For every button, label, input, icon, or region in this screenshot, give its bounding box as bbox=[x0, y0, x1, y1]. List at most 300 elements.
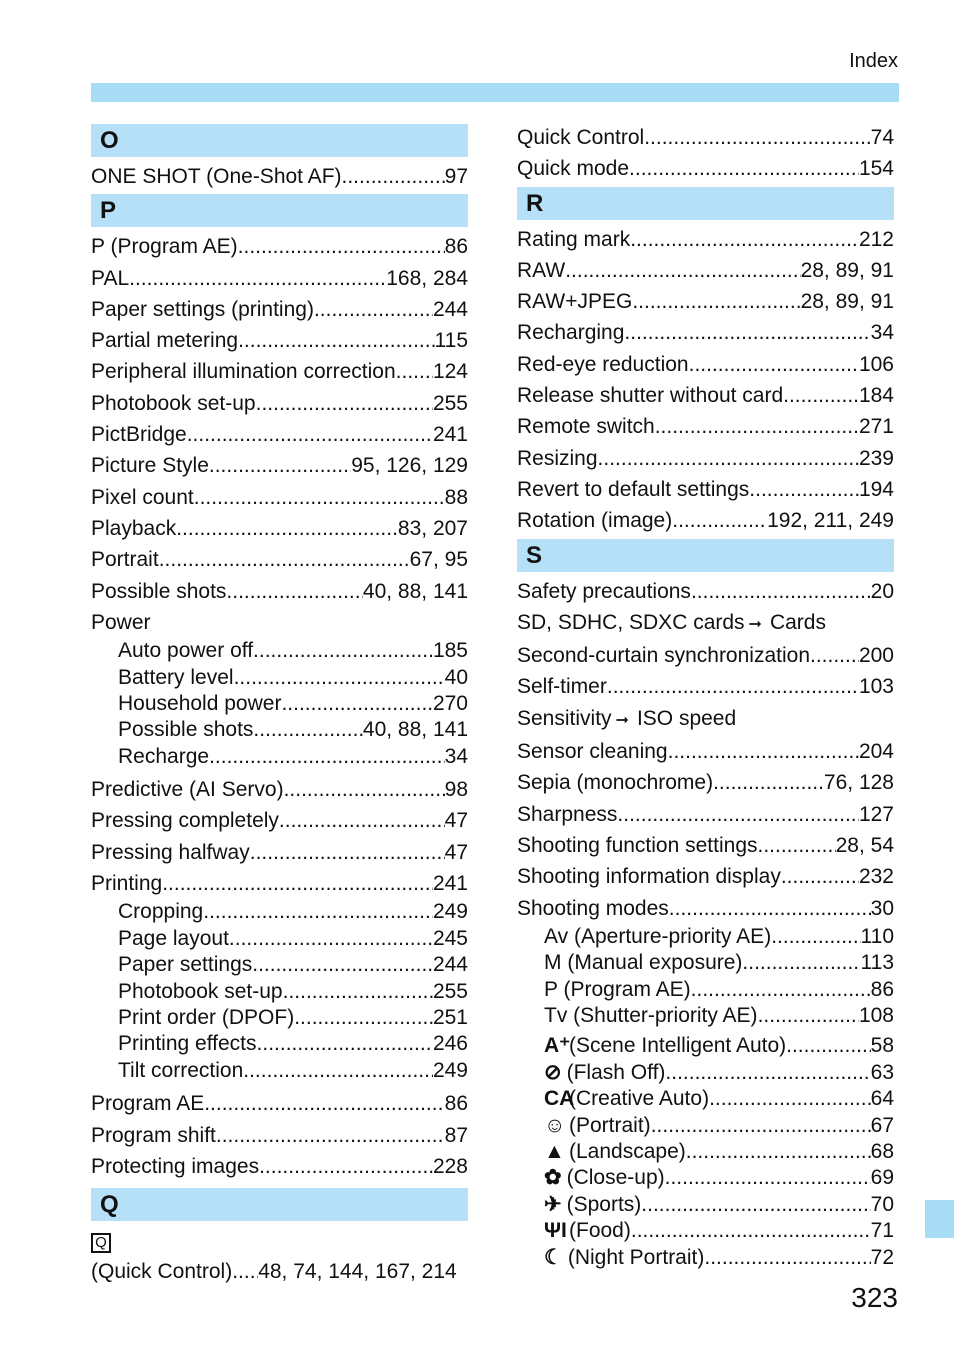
index-entry-quick-control: Q (Quick Control) ..... 48, 74, 144, 167, 214 bbox=[91, 1225, 468, 1287]
dot-leader bbox=[159, 544, 410, 575]
power-sub-entries bbox=[91, 638, 468, 770]
dot-leader bbox=[624, 317, 870, 348]
index-entry-protecting-images bbox=[91, 1151, 468, 1182]
dot-leader bbox=[342, 161, 445, 192]
entry-pages: 86 bbox=[870, 977, 894, 1001]
dot-leader bbox=[704, 1245, 870, 1271]
entry-pages: 168, 284 bbox=[386, 266, 468, 290]
dot-leader bbox=[672, 505, 767, 536]
dot-leader bbox=[234, 665, 445, 691]
entry-pages: 249 bbox=[432, 1058, 468, 1082]
entry-label: Sensor cleaning bbox=[517, 740, 668, 764]
index-entry-peripheral-illumination-correction bbox=[91, 356, 468, 387]
entry-pages: 184 bbox=[858, 384, 894, 408]
entry-label: ONE SHOT (One-Shot AF) bbox=[91, 165, 342, 188]
entry-pages: 67 bbox=[870, 1113, 894, 1137]
dot-leader bbox=[669, 893, 871, 924]
entry-label: Possible shots bbox=[91, 579, 227, 603]
entry-pages: 74 bbox=[870, 126, 894, 149]
section-q-continued-entries bbox=[517, 122, 894, 185]
dot-leader bbox=[713, 767, 824, 798]
index-entry-shooting-modes bbox=[517, 893, 894, 924]
section-heading-o: O bbox=[91, 124, 468, 157]
flash-off-icon: ⊘ bbox=[544, 1060, 562, 1084]
index-entry-resizing bbox=[517, 443, 894, 474]
dot-leader bbox=[781, 861, 859, 892]
entry-label: (Food) bbox=[569, 1219, 631, 1243]
entry-pages: 270 bbox=[432, 691, 468, 715]
index-entry-battery-level bbox=[91, 665, 468, 691]
index-entry-sports bbox=[517, 1192, 894, 1218]
index-entry-auto-power-off bbox=[91, 638, 468, 664]
index-entry-p-program-ae bbox=[517, 977, 894, 1003]
dot-leader bbox=[256, 388, 433, 419]
index-entry-recharge bbox=[91, 744, 468, 770]
quick-control-icon: Q bbox=[91, 1233, 111, 1253]
index-entry-playback bbox=[91, 513, 468, 544]
entry-pages: 204 bbox=[858, 740, 894, 764]
entry-pages: 98 bbox=[444, 778, 468, 802]
dot-leader bbox=[641, 1192, 870, 1218]
dot-leader bbox=[229, 926, 433, 952]
dot-leader bbox=[632, 286, 800, 317]
index-entry-portrait bbox=[91, 544, 468, 575]
index-entry-cropping bbox=[91, 899, 468, 925]
entry-pages: 246 bbox=[432, 1032, 468, 1056]
index-entry-portrait bbox=[517, 1113, 894, 1139]
entry-label: (Close-up) bbox=[566, 1166, 665, 1190]
dot-leader bbox=[758, 830, 836, 861]
section-heading-q: Q bbox=[91, 1188, 468, 1221]
index-entry-close-up bbox=[517, 1165, 894, 1191]
dot-leader bbox=[691, 576, 871, 607]
entry-pages: 127 bbox=[858, 802, 894, 826]
index-entry-pictbridge bbox=[91, 419, 468, 450]
entry-label: Portrait bbox=[91, 548, 159, 572]
index-entry-pressing-completely bbox=[91, 805, 468, 836]
index-entry-photobook-set-up bbox=[91, 388, 468, 419]
index-entry-self-timer bbox=[517, 671, 894, 702]
dot-leader bbox=[259, 1151, 433, 1182]
index-entry-shooting-information-display bbox=[517, 861, 894, 892]
index-entry-rating-mark bbox=[517, 224, 894, 255]
index-entry-predictive-ai-servo bbox=[91, 774, 468, 805]
entry-label: Rotation (image) bbox=[517, 509, 673, 533]
dot-leader bbox=[252, 952, 433, 978]
entry-pages: 232 bbox=[858, 865, 894, 889]
entry-label: Shooting function settings bbox=[517, 833, 758, 857]
index-entry-program-shift bbox=[91, 1120, 468, 1151]
entry-label: Predictive (AI Servo) bbox=[91, 778, 284, 802]
entry-label: (Creative Auto) bbox=[569, 1087, 710, 1111]
entry-label: Red-eye reduction bbox=[517, 352, 689, 376]
entry-pages: 185 bbox=[432, 639, 468, 663]
shooting-modes-icon-entries bbox=[517, 1033, 894, 1271]
section-heading-s: S bbox=[517, 539, 894, 572]
entry-label: Recharge bbox=[118, 744, 210, 768]
dot-leader bbox=[204, 1088, 444, 1119]
dot-leader bbox=[257, 1031, 433, 1057]
entry-pages: 20 bbox=[870, 579, 894, 603]
index-column-left bbox=[91, 122, 468, 1287]
entry-pages: 69 bbox=[870, 1166, 894, 1190]
index-entry-one-shot-one-shot-af bbox=[91, 161, 468, 192]
page-number: 323 bbox=[851, 1282, 898, 1313]
section-o-entries bbox=[91, 161, 468, 192]
index-entry-partial-metering bbox=[91, 325, 468, 356]
entry-label: PictBridge bbox=[91, 423, 187, 447]
entry-pages: 113 bbox=[860, 951, 894, 975]
index-entry-program-ae bbox=[91, 1088, 468, 1119]
entry-pages: 70 bbox=[870, 1192, 894, 1216]
entry-label: Sensitivity bbox=[517, 706, 612, 730]
entry-label: Household power bbox=[118, 691, 282, 715]
close-up-icon: ✿ bbox=[544, 1166, 562, 1190]
entry-label: Tv (Shutter-priority AE) bbox=[544, 1004, 758, 1028]
dot-leader bbox=[783, 380, 859, 411]
entry-pages: 97 bbox=[444, 165, 468, 188]
see-arrow-icon: ➞ bbox=[748, 615, 762, 633]
dot-leader bbox=[629, 153, 859, 184]
dot-leader bbox=[786, 1033, 871, 1059]
night-portrait-icon: ☾ bbox=[544, 1245, 563, 1269]
dot-leader bbox=[644, 122, 870, 153]
index-entry-night-portrait bbox=[517, 1245, 894, 1271]
entry-label: P (Program AE) bbox=[544, 977, 691, 1001]
dot-leader bbox=[651, 1113, 871, 1139]
index-entry-recharging bbox=[517, 317, 894, 348]
index-entry-sensor-cleaning bbox=[517, 736, 894, 767]
sports-icon: ✈ bbox=[544, 1192, 562, 1216]
dot-leader bbox=[238, 231, 445, 262]
dot-leader bbox=[238, 325, 434, 356]
entry-pages: 58 bbox=[870, 1034, 894, 1058]
index-entry-sensitivity bbox=[517, 703, 894, 736]
entry-label: (Sports) bbox=[566, 1192, 642, 1216]
dot-leader bbox=[203, 899, 433, 925]
index-entry-household-power bbox=[91, 691, 468, 717]
dot-leader bbox=[216, 1120, 445, 1151]
printing-sub-entries bbox=[91, 899, 468, 1084]
entry-pages: 245 bbox=[432, 926, 468, 950]
dot-leader bbox=[176, 513, 398, 544]
entry-pages: 212 bbox=[858, 227, 894, 251]
entry-pages: 244 bbox=[432, 953, 468, 977]
dot-leader bbox=[250, 837, 445, 868]
entry-label: Pixel count bbox=[91, 485, 194, 509]
entry-pages: 244 bbox=[432, 297, 468, 321]
entry-pages: 47 bbox=[444, 840, 468, 864]
index-entry-print-order-dpof bbox=[91, 1005, 468, 1031]
entry-pages: 47 bbox=[444, 809, 468, 833]
entry-pages: 40 bbox=[444, 665, 468, 689]
shooting-modes-sub-entries bbox=[517, 924, 894, 1030]
index-entry-safety-precautions bbox=[517, 576, 894, 607]
dot-leader bbox=[665, 1165, 871, 1191]
index-entry-sharpness bbox=[517, 799, 894, 830]
index-entry-pressing-halfway bbox=[91, 837, 468, 868]
entry-pages: 200 bbox=[858, 644, 894, 668]
dot-leader bbox=[810, 640, 859, 671]
entry-pages: 251 bbox=[432, 1006, 468, 1029]
entry-label: M (Manual exposure) bbox=[544, 951, 743, 975]
entry-label: (Night Portrait) bbox=[567, 1245, 705, 1269]
entry-label: Program AE bbox=[91, 1092, 205, 1116]
entry-pages: 154 bbox=[858, 157, 894, 181]
entry-label: Protecting images bbox=[91, 1154, 260, 1178]
entry-pages: 228 bbox=[432, 1154, 468, 1178]
index-entry-possible-shots bbox=[91, 576, 468, 607]
entry-label: Battery level bbox=[118, 665, 234, 689]
header-label: Index bbox=[849, 50, 898, 72]
entry-pages: 28, 54 bbox=[835, 833, 894, 857]
entry-label: Peripheral illumination correction bbox=[91, 360, 396, 384]
index-entry-possible-shots bbox=[91, 717, 468, 743]
entry-pages: 241 bbox=[432, 872, 468, 896]
index-entry-food bbox=[517, 1218, 894, 1244]
dot-leader bbox=[194, 482, 445, 513]
dot-leader bbox=[283, 979, 433, 1005]
entry-pages: 108 bbox=[858, 1004, 894, 1028]
dot-leader bbox=[565, 255, 800, 286]
header-bar bbox=[91, 83, 899, 102]
entry-label: Safety precautions bbox=[517, 579, 691, 603]
entry-pages: 34 bbox=[870, 321, 894, 345]
dot-leader bbox=[209, 450, 351, 481]
entry-label: Page layout bbox=[118, 926, 229, 950]
entry-label: Second-curtain synchronization bbox=[517, 644, 810, 668]
dot-leader bbox=[631, 1218, 871, 1244]
index-entry-flash-off bbox=[517, 1060, 894, 1086]
entry-pages: 63 bbox=[870, 1060, 894, 1084]
dot-leader bbox=[187, 419, 433, 450]
index-entry-creative-auto bbox=[517, 1086, 894, 1112]
index-entry-picture-style bbox=[91, 450, 468, 481]
index-entry-raw-jpeg bbox=[517, 286, 894, 317]
entry-pages: 241 bbox=[432, 423, 468, 447]
entry-pages: 28, 89, 91 bbox=[800, 290, 894, 314]
entry-pages: 106 bbox=[858, 352, 894, 376]
see-arrow-icon: ➞ bbox=[615, 711, 629, 729]
entry-label: Playback bbox=[91, 516, 177, 540]
dot-leader bbox=[668, 736, 859, 767]
entry-pages: 86 bbox=[444, 1092, 468, 1116]
index-entry-m-manual-exposure bbox=[517, 950, 894, 976]
entry-pages: 124 bbox=[432, 360, 468, 384]
entry-pages: 67, 95 bbox=[409, 548, 468, 572]
entry-pages: 192, 211, 249 bbox=[767, 509, 894, 533]
entry-label: Picture Style bbox=[91, 454, 209, 478]
entry-label: Print order (DPOF) bbox=[118, 1006, 295, 1029]
entry-pages: 40, 88, 141 bbox=[362, 579, 468, 603]
entry-label: Resizing bbox=[517, 446, 598, 470]
entry-pages: 194 bbox=[858, 477, 894, 501]
dot-leader bbox=[162, 868, 433, 899]
section-heading-r: R bbox=[517, 187, 894, 220]
entry-pages: 76, 128 bbox=[823, 771, 894, 795]
dot-leader bbox=[665, 1060, 870, 1086]
entry-label: Auto power off bbox=[118, 639, 254, 663]
index-entry-second-curtain-synchronization bbox=[517, 640, 894, 671]
dot-leader bbox=[607, 671, 859, 702]
chapter-tab bbox=[925, 1200, 954, 1238]
index-entry-p-program-ae bbox=[91, 231, 468, 262]
index-entry-rotation-image bbox=[517, 505, 894, 536]
entry-label: Partial metering bbox=[91, 329, 239, 353]
entry-pages: 88 bbox=[444, 485, 468, 509]
dot-leader bbox=[284, 774, 445, 805]
index-entry-red-eye-reduction bbox=[517, 349, 894, 380]
entry-label: Quick Control bbox=[517, 126, 645, 149]
entry-label: Cropping bbox=[118, 900, 204, 924]
dot-leader bbox=[686, 1139, 871, 1165]
entry-label: Printing bbox=[91, 872, 163, 896]
index-entry-tilt-correction bbox=[91, 1058, 468, 1084]
entry-label: Revert to default settings bbox=[517, 477, 750, 501]
entry-label: Remote switch bbox=[517, 415, 655, 439]
creative-auto-icon: CA bbox=[544, 1087, 575, 1111]
entry-label: PAL bbox=[91, 266, 130, 290]
index-entry-pal bbox=[91, 263, 468, 294]
entry-label: Shooting modes bbox=[517, 896, 669, 920]
index-entry-power: Power bbox=[91, 610, 151, 634]
dot-leader bbox=[281, 691, 433, 717]
entry-pages: 249 bbox=[432, 900, 468, 924]
entry-label: Possible shots bbox=[118, 718, 254, 742]
entry-label: Self-timer bbox=[517, 675, 607, 699]
index-entry-scene-intelligent-auto bbox=[517, 1033, 894, 1059]
dot-leader bbox=[598, 443, 859, 474]
see-reference: Cards bbox=[769, 610, 826, 634]
entry-pages: 103 bbox=[858, 675, 894, 699]
entry-label: (Flash Off) bbox=[566, 1060, 666, 1084]
index-entry-quick-control bbox=[517, 122, 894, 153]
entry-pages: 255 bbox=[432, 391, 468, 415]
index-column-right bbox=[517, 122, 894, 1275]
index-entry-remote-switch bbox=[517, 411, 894, 442]
dot-leader bbox=[253, 638, 433, 664]
dot-leader bbox=[742, 950, 860, 976]
entry-label: (Portrait) bbox=[569, 1113, 651, 1137]
index-entry-raw bbox=[517, 255, 894, 286]
index-entry-shooting-function-settings bbox=[517, 830, 894, 861]
entry-label: RAW+JPEG bbox=[517, 290, 633, 314]
entry-pages: 83, 207 bbox=[397, 516, 468, 540]
index-entry-landscape bbox=[517, 1139, 894, 1165]
entry-label: Paper settings (printing) bbox=[91, 297, 314, 321]
entry-label: (Landscape) bbox=[569, 1140, 686, 1164]
dot-leader bbox=[209, 744, 445, 770]
dot-leader bbox=[279, 805, 445, 836]
dot-leader bbox=[771, 924, 860, 950]
portrait-icon: ☺ bbox=[544, 1113, 566, 1137]
entry-label: P (Program AE) bbox=[91, 235, 238, 259]
entry-pages: 95, 126, 129 bbox=[351, 454, 468, 478]
index-entry-revert-to-default-settings bbox=[517, 474, 894, 505]
entry-pages: 71 bbox=[870, 1219, 894, 1243]
entry-label: Tilt correction bbox=[118, 1058, 244, 1082]
entry-label: SD, SDHC, SDXC cards bbox=[517, 610, 745, 634]
section-r-entries bbox=[517, 224, 894, 537]
dot-leader bbox=[691, 977, 871, 1003]
dot-leader bbox=[749, 474, 859, 505]
entry-label: Program shift bbox=[91, 1123, 216, 1147]
entry-pages: 87 bbox=[444, 1123, 468, 1147]
entry-label: Pressing completely bbox=[91, 809, 279, 833]
entry-pages: 255 bbox=[432, 979, 468, 1003]
dot-leader bbox=[758, 1003, 859, 1029]
entry-label: Sepia (monochrome) bbox=[517, 771, 714, 795]
entry-pages: 115 bbox=[434, 329, 468, 353]
dot-leader bbox=[396, 356, 433, 387]
dot-leader bbox=[226, 576, 363, 607]
index-entry-sd-sdhc-sdxc-cards bbox=[517, 607, 894, 640]
index-entry-av-aperture-priority-ae bbox=[517, 924, 894, 950]
see-reference: ISO speed bbox=[636, 706, 737, 730]
entry-label: Recharging bbox=[517, 321, 625, 345]
entry-label: Rating mark bbox=[517, 227, 631, 251]
entry-label: Release shutter without card bbox=[517, 384, 784, 408]
entry-pages: 110 bbox=[860, 924, 894, 948]
index-entry-quick-mode bbox=[517, 153, 894, 184]
entry-label: Quick mode bbox=[517, 157, 630, 181]
dot-leader bbox=[129, 263, 386, 294]
dot-leader bbox=[253, 717, 363, 743]
section-s-entries bbox=[517, 576, 894, 924]
landscape-icon: ▲ bbox=[544, 1140, 565, 1164]
entry-label: Av (Aperture-priority AE) bbox=[544, 924, 772, 948]
entry-pages: 64 bbox=[870, 1087, 894, 1111]
dot-leader bbox=[243, 1058, 433, 1084]
index-entry-photobook-set-up bbox=[91, 979, 468, 1005]
index-entry-tv-shutter-priority-ae bbox=[517, 1003, 894, 1029]
entry-label: Shooting information display bbox=[517, 865, 781, 889]
index-entry-printing bbox=[91, 868, 468, 899]
entry-label: Photobook set-up bbox=[118, 979, 283, 1003]
dot-leader bbox=[294, 1005, 433, 1031]
entry-label: Paper settings bbox=[118, 953, 253, 977]
index-entry-page-layout bbox=[91, 926, 468, 952]
entry-pages: 239 bbox=[858, 446, 894, 470]
entry-label: (Scene Intelligent Auto) bbox=[569, 1034, 787, 1058]
dot-leader bbox=[689, 349, 859, 380]
section-p-entries-3 bbox=[91, 1088, 468, 1182]
scene-intelligent-auto-icon: A⁺ bbox=[544, 1034, 571, 1058]
entry-pages: 72 bbox=[870, 1245, 894, 1269]
entry-label: Sharpness bbox=[517, 802, 618, 826]
dot-leader bbox=[630, 224, 859, 255]
food-icon: ΨΙ bbox=[544, 1219, 567, 1243]
index-entry-release-shutter-without-card bbox=[517, 380, 894, 411]
entry-pages: 68 bbox=[870, 1140, 894, 1164]
entry-pages: 30 bbox=[870, 896, 894, 920]
dot-leader bbox=[617, 799, 859, 830]
index-entry-printing-effects bbox=[91, 1031, 468, 1057]
index-entry-paper-settings bbox=[91, 952, 468, 978]
entry-label: RAW bbox=[517, 258, 566, 282]
entry-label: Photobook set-up bbox=[91, 391, 256, 415]
section-heading-p: P bbox=[91, 194, 468, 227]
entry-pages: 34 bbox=[444, 744, 468, 768]
index-entry-pixel-count bbox=[91, 482, 468, 513]
dot-leader bbox=[314, 294, 433, 325]
section-p-entries bbox=[91, 231, 468, 607]
index-entry-paper-settings-printing bbox=[91, 294, 468, 325]
entry-pages: 28, 89, 91 bbox=[800, 258, 894, 282]
dot-leader bbox=[709, 1086, 871, 1112]
entry-pages: 86 bbox=[444, 235, 468, 259]
entry-label: Printing effects bbox=[118, 1032, 257, 1056]
